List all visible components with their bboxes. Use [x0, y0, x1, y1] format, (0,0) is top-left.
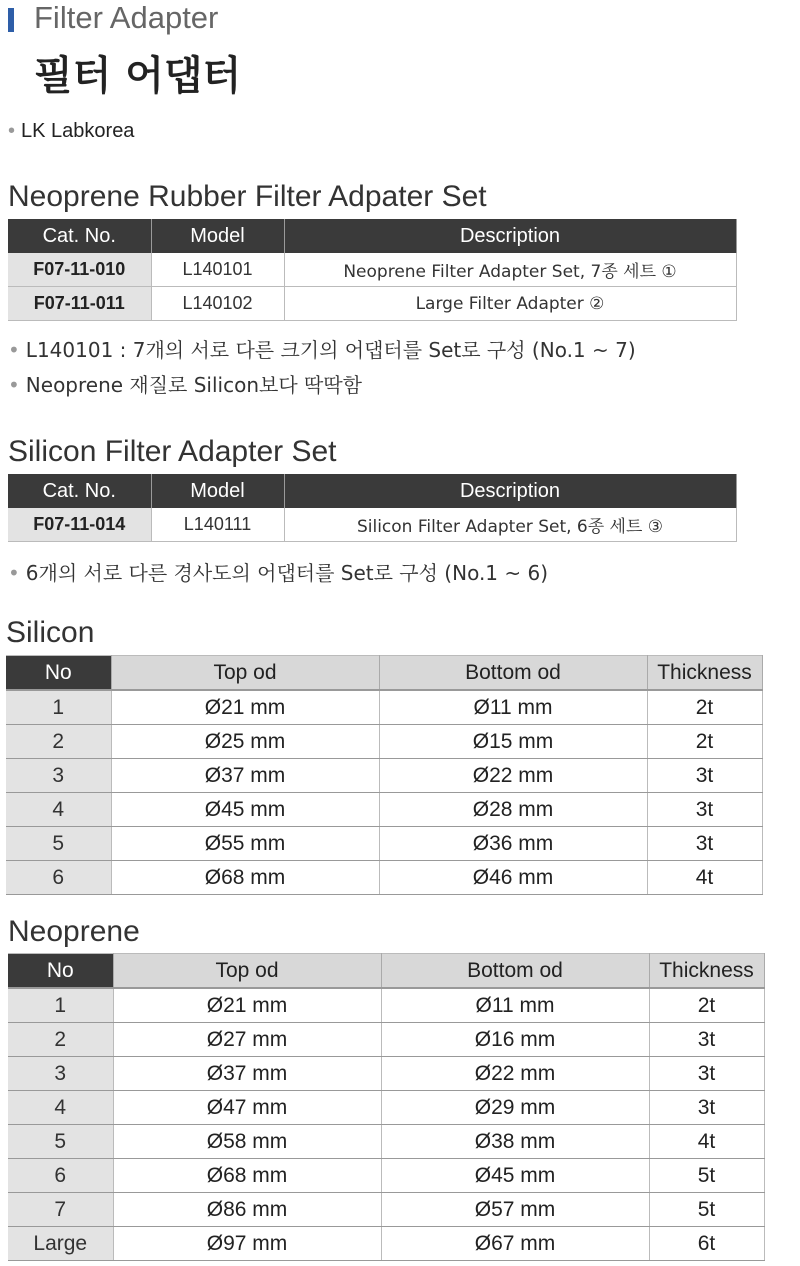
cat-no-cell: F07-11-014 — [8, 508, 151, 542]
page-title-english: Filter Adapter — [34, 0, 219, 35]
model-cell: L140111 — [151, 508, 284, 542]
column-header: Description — [284, 219, 736, 253]
no-cell: 6 — [6, 861, 111, 895]
top-od-cell: Ø47 mm — [113, 1091, 381, 1125]
thickness-cell: 4t — [647, 861, 762, 895]
bottom-od-cell: Ø45 mm — [381, 1159, 649, 1193]
no-cell: Large — [8, 1227, 113, 1261]
table-row — [8, 1023, 764, 1057]
column-header: Bottom od — [379, 656, 647, 691]
model-cell: L140102 — [151, 287, 284, 321]
bottom-od-cell: Ø57 mm — [381, 1193, 649, 1227]
no-cell: 5 — [6, 827, 111, 861]
no-cell: 1 — [8, 988, 113, 1023]
neoprene-spec-title: Neoprene — [8, 915, 140, 948]
table-row — [8, 988, 764, 1023]
thickness-cell: 3t — [647, 827, 762, 861]
thickness-cell: 2t — [647, 690, 762, 725]
column-header: Cat. No. — [8, 474, 151, 508]
silicon-set-title: Silicon Filter Adapter Set — [8, 435, 337, 468]
top-od-cell: Ø97 mm — [113, 1227, 381, 1261]
bottom-od-cell: Ø22 mm — [381, 1057, 649, 1091]
table-row — [8, 1159, 764, 1193]
table-row — [6, 759, 762, 793]
no-cell: 2 — [6, 725, 111, 759]
top-od-cell: Ø37 mm — [111, 759, 379, 793]
table-row — [6, 861, 762, 895]
thickness-cell: 2t — [649, 988, 764, 1023]
column-header: Thickness — [647, 656, 762, 691]
table-row — [8, 1125, 764, 1159]
column-header: Top od — [113, 954, 381, 989]
top-od-cell: Ø37 mm — [113, 1057, 381, 1091]
no-cell: 4 — [8, 1091, 113, 1125]
thickness-cell: 3t — [649, 1023, 764, 1057]
bottom-od-cell: Ø15 mm — [379, 725, 647, 759]
description-cell: Silicon Filter Adapter Set, 6종 세트 ③ — [284, 508, 736, 542]
table-row — [8, 1057, 764, 1091]
table-row — [8, 287, 736, 321]
top-od-cell: Ø86 mm — [113, 1193, 381, 1227]
brand-name: LK Labkorea — [21, 120, 135, 142]
model-cell: L140101 — [151, 253, 284, 287]
table-row — [8, 253, 736, 287]
table-header-row — [8, 474, 736, 508]
silicon-set-table — [8, 474, 737, 542]
column-header: Model — [151, 219, 284, 253]
column-header: Description — [284, 474, 736, 508]
top-od-cell: Ø27 mm — [113, 1023, 381, 1057]
note-item — [8, 369, 362, 398]
table-row — [6, 827, 762, 861]
cat-no-cell: F07-11-010 — [8, 253, 151, 287]
silicon-spec-title: Silicon — [6, 616, 95, 649]
thickness-cell: 3t — [647, 793, 762, 827]
bottom-od-cell: Ø67 mm — [381, 1227, 649, 1261]
column-header: No — [6, 656, 111, 691]
thickness-cell: 3t — [649, 1057, 764, 1091]
bullet-icon: • — [8, 338, 20, 362]
bottom-od-cell: Ø22 mm — [379, 759, 647, 793]
note-text: Neoprene 재질로 Silicon보다 딱딱함 — [25, 373, 362, 397]
column-header: Top od — [111, 656, 379, 691]
description-cell: Large Filter Adapter ② — [284, 287, 736, 321]
bottom-od-cell: Ø46 mm — [379, 861, 647, 895]
column-header: Thickness — [649, 954, 764, 989]
table-row — [8, 1227, 764, 1261]
bullet-icon: • — [8, 373, 20, 397]
title-accent-bar — [8, 8, 14, 32]
bottom-od-cell: Ø29 mm — [381, 1091, 649, 1125]
page-title-korean: 필터 어댑터 — [34, 53, 242, 99]
silicon-spec-table — [6, 655, 763, 895]
thickness-cell: 3t — [649, 1091, 764, 1125]
table-row — [6, 793, 762, 827]
note-item — [8, 557, 548, 586]
column-header: No — [8, 954, 113, 989]
table-row — [6, 725, 762, 759]
thickness-cell: 5t — [649, 1159, 764, 1193]
no-cell: 5 — [8, 1125, 113, 1159]
no-cell: 1 — [6, 690, 111, 725]
table-row — [8, 1091, 764, 1125]
bottom-od-cell: Ø38 mm — [381, 1125, 649, 1159]
thickness-cell: 5t — [649, 1193, 764, 1227]
top-od-cell: Ø45 mm — [111, 793, 379, 827]
no-cell: 2 — [8, 1023, 113, 1057]
table-row — [6, 690, 762, 725]
table-header-row — [8, 219, 736, 253]
top-od-cell: Ø68 mm — [111, 861, 379, 895]
top-od-cell: Ø25 mm — [111, 725, 379, 759]
table-row — [8, 508, 736, 542]
no-cell: 6 — [8, 1159, 113, 1193]
no-cell: 3 — [6, 759, 111, 793]
thickness-cell: 4t — [649, 1125, 764, 1159]
bottom-od-cell: Ø16 mm — [381, 1023, 649, 1057]
neoprene-set-table — [8, 219, 737, 321]
note-text: 6개의 서로 다른 경사도의 어댑터를 Set로 구성 (No.1 ~ 6) — [25, 561, 549, 585]
table-row — [8, 1193, 764, 1227]
bullet-icon: • — [8, 120, 16, 142]
cat-no-cell: F07-11-011 — [8, 287, 151, 321]
top-od-cell: Ø68 mm — [113, 1159, 381, 1193]
table-header-row — [6, 656, 762, 691]
column-header: Cat. No. — [8, 219, 151, 253]
no-cell: 7 — [8, 1193, 113, 1227]
column-header: Bottom od — [381, 954, 649, 989]
no-cell: 4 — [6, 793, 111, 827]
top-od-cell: Ø58 mm — [113, 1125, 381, 1159]
note-item — [8, 334, 636, 363]
column-header: Model — [151, 474, 284, 508]
thickness-cell: 3t — [647, 759, 762, 793]
bottom-od-cell: Ø11 mm — [379, 690, 647, 725]
neoprene-spec-table — [8, 953, 765, 1261]
top-od-cell: Ø55 mm — [111, 827, 379, 861]
bottom-od-cell: Ø11 mm — [381, 988, 649, 1023]
note-text: L140101 : 7개의 서로 다른 크기의 어댑터를 Set로 구성 (No.1 ~ 7) — [25, 338, 636, 362]
no-cell: 3 — [8, 1057, 113, 1091]
bottom-od-cell: Ø28 mm — [379, 793, 647, 827]
top-od-cell: Ø21 mm — [113, 988, 381, 1023]
brand-label — [8, 120, 134, 143]
bullet-icon: • — [8, 561, 20, 585]
thickness-cell: 2t — [647, 725, 762, 759]
description-cell: Neoprene Filter Adapter Set, 7종 세트 ① — [284, 253, 736, 287]
bottom-od-cell: Ø36 mm — [379, 827, 647, 861]
table-header-row — [8, 954, 764, 989]
top-od-cell: Ø21 mm — [111, 690, 379, 725]
thickness-cell: 6t — [649, 1227, 764, 1261]
neoprene-set-title: Neoprene Rubber Filter Adpater Set — [8, 180, 487, 213]
